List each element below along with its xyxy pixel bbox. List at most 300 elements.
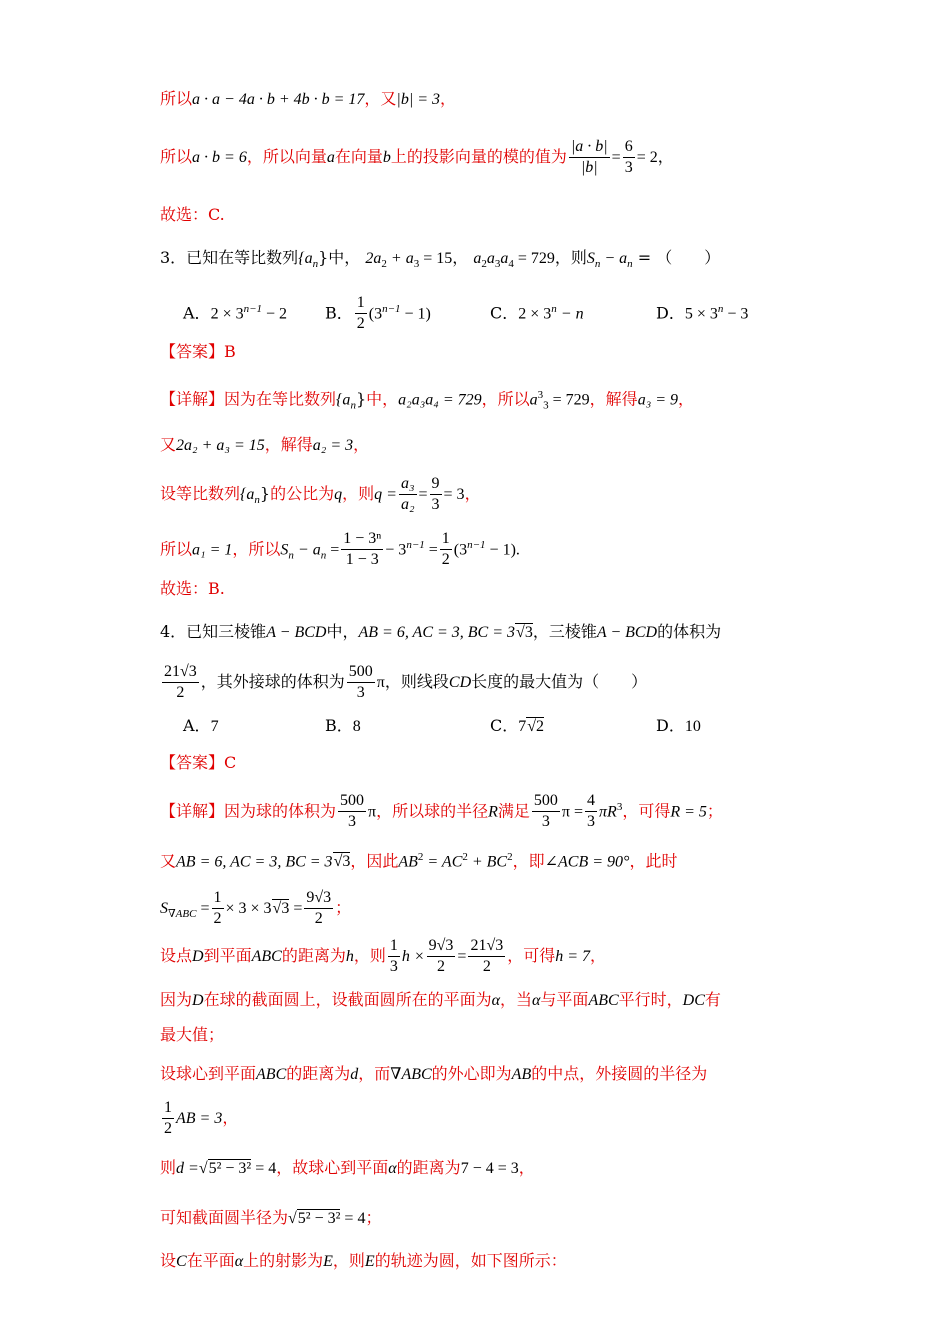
equation: a · b = 6: [192, 149, 247, 166]
radicand: 3: [188, 663, 197, 680]
eq: AB = 6, AC = 3, BC = 3: [176, 853, 333, 871]
denominator: 2: [441, 551, 450, 569]
text: 因为球的体积为: [224, 801, 337, 821]
eq: a₂ = 3: [312, 437, 354, 454]
sub: n: [594, 258, 601, 271]
eq: + a: [386, 250, 414, 267]
sup: n: [717, 303, 724, 315]
fraction: [388, 936, 400, 977]
numerator: 500: [347, 662, 375, 683]
eq: A − BCD: [266, 624, 327, 641]
eq: 2a₂ + a₃ = 15: [176, 437, 265, 454]
eq: A − BCD: [596, 624, 658, 641]
numerator: 9√3: [304, 888, 333, 909]
sup: 2: [462, 851, 468, 863]
fraction: [212, 888, 224, 929]
eq: − a: [293, 541, 321, 559]
conclusion-q3: [160, 578, 225, 600]
eq: C: [176, 1253, 187, 1270]
numerator: 1: [388, 936, 400, 957]
eq: AB = 3: [176, 1110, 223, 1127]
option-value: 8: [352, 718, 361, 735]
eq: D: [192, 948, 204, 965]
solution-line-2: [160, 133, 674, 182]
sqrt: √3: [516, 624, 533, 641]
detail-4e: [160, 989, 721, 1012]
text: 则: [160, 1158, 177, 1177]
text: 的轨迹为圆，如下图所示：: [374, 1251, 567, 1270]
text: ，而: [358, 1064, 391, 1083]
answer-3: [160, 341, 236, 363]
option-value: 10: [684, 718, 701, 735]
radicand: 3: [445, 937, 454, 954]
detail-4h: [160, 1096, 238, 1141]
sub: n: [350, 399, 356, 412]
fraction: [341, 529, 383, 570]
eq: D: [192, 992, 204, 1009]
detail-4d: [160, 934, 606, 979]
sub: 4: [508, 258, 514, 271]
numerator: 500: [338, 791, 366, 812]
text: 上的射影为: [243, 1251, 324, 1270]
text: ，可得: [622, 801, 671, 821]
denominator: 2: [482, 958, 491, 975]
numerator: 1 − 3ⁿ: [341, 529, 383, 550]
text: 在平面: [186, 1251, 235, 1270]
detail-4a: [160, 785, 723, 834]
eq: = 4: [340, 1210, 366, 1227]
text: 有: [704, 990, 721, 1009]
text: ，: [452, 248, 469, 267]
denominator: 2: [437, 958, 446, 975]
text: ，: [464, 484, 481, 503]
denominator: 3: [356, 684, 365, 701]
fraction: [569, 137, 610, 178]
sub: n: [627, 258, 633, 271]
text: 故选：C.: [160, 205, 225, 224]
text: 设等比数列: [160, 484, 241, 503]
eq: 2a: [365, 250, 382, 267]
sub: n: [254, 494, 260, 507]
text: 的距离为: [281, 946, 346, 965]
text: 的中点，外接圆的半径为: [531, 1064, 708, 1083]
eq: α: [532, 992, 541, 1009]
detail-3c: [160, 472, 481, 522]
text: 所以: [160, 539, 193, 559]
text: 到平面: [203, 946, 252, 965]
sub: 2: [481, 258, 487, 271]
detail-3a: [160, 384, 694, 417]
eq: = 4: [251, 1160, 277, 1177]
eq: S: [280, 541, 289, 559]
equation: = 2，: [636, 149, 674, 166]
eq: = 729: [513, 250, 555, 267]
eq: q =: [374, 486, 397, 503]
fraction: [355, 293, 367, 334]
text: 的距离为: [286, 1064, 351, 1083]
text: ，即: [512, 851, 545, 871]
eq: − 1).: [485, 541, 520, 559]
text: 设球心到平面: [160, 1064, 257, 1083]
option-d[interactable]: [656, 298, 748, 325]
detail-4k: [160, 1250, 567, 1273]
sup: 3: [616, 801, 623, 813]
text: ，: [518, 1158, 535, 1177]
numerator: 9: [430, 474, 442, 495]
text: ，三棱锥: [532, 622, 597, 641]
eq: α: [234, 1253, 244, 1270]
question-3: [160, 247, 720, 275]
eq: − n: [556, 305, 584, 323]
text: 在向量: [334, 147, 383, 166]
numerator: |a · b|: [569, 137, 610, 158]
option-label: C．: [490, 716, 519, 735]
text: 中，: [328, 248, 361, 267]
denominator: 3: [431, 496, 440, 513]
answer-tag: 【答案】: [160, 753, 225, 772]
fraction: [468, 936, 505, 977]
denominator: 2: [213, 910, 222, 927]
eq: a: [486, 250, 495, 267]
detail-4g: [160, 1063, 707, 1086]
numerator: 21√3: [162, 662, 199, 683]
text: 因为在等比数列: [224, 389, 337, 409]
text: ，: [353, 435, 370, 454]
eq: R = 5: [670, 803, 707, 821]
pi: π: [368, 803, 377, 821]
denominator: 3: [541, 813, 550, 831]
option-value: 7: [210, 718, 219, 735]
option-label: A．: [183, 716, 211, 735]
pi: π: [376, 674, 385, 691]
sup: 2: [507, 851, 513, 863]
eq: α: [491, 992, 500, 1009]
numerator: 1: [162, 1098, 174, 1119]
fraction: [430, 474, 442, 515]
conclusion-q2: [160, 204, 225, 226]
option-a[interactable]: [183, 715, 219, 738]
sup: n−1: [406, 539, 425, 551]
brace: }: [259, 484, 271, 503]
eq: ABC: [588, 992, 619, 1009]
option-c[interactable]: [490, 298, 584, 325]
sqrt: √2: [527, 718, 545, 735]
eq: − 3: [723, 305, 749, 323]
eq: ∠ACB = 90°: [544, 853, 630, 871]
denominator: a₂: [400, 496, 415, 513]
eq: h = 7: [555, 948, 591, 965]
subscript: n: [312, 258, 319, 271]
eq: ABC: [256, 1066, 287, 1083]
fraction: [347, 662, 375, 703]
text: 所以: [160, 89, 193, 108]
equals: =: [418, 486, 428, 503]
eq: = 15: [419, 250, 453, 267]
eq: ∇ABC: [390, 1066, 432, 1083]
eq: DC: [682, 992, 705, 1009]
eq: a: [500, 250, 509, 267]
text: 故选：B.: [160, 579, 225, 598]
denominator: |b|: [580, 159, 598, 176]
text: ，解得: [589, 389, 638, 409]
option-label: B．: [325, 716, 353, 735]
text: 设: [160, 1251, 177, 1270]
eq: E: [323, 1253, 333, 1270]
eq: πR: [599, 803, 617, 821]
sup: 2: [417, 851, 424, 863]
denominator: 2: [176, 684, 185, 701]
eq: − a: [600, 250, 628, 267]
num-int: 21: [470, 937, 487, 954]
fraction: [338, 791, 366, 832]
vector-a: a: [326, 149, 335, 166]
text: = （ ）: [632, 248, 721, 267]
text: 中，: [366, 389, 399, 409]
text: ，: [590, 946, 607, 965]
radicand: 3: [495, 937, 504, 954]
option-c[interactable]: [490, 715, 544, 738]
option-b[interactable]: [325, 715, 361, 738]
equals: =: [424, 541, 438, 559]
brace: }: [355, 389, 367, 409]
radicand: 5² − 3²: [208, 1160, 252, 1177]
question-4a: [160, 621, 721, 644]
fraction: [304, 888, 333, 929]
denominator: 2: [164, 1120, 172, 1137]
num-int: 21: [164, 663, 180, 680]
eq: AB = 6, AC = 3, BC = 3: [358, 624, 516, 641]
eq: CD: [448, 674, 472, 691]
text: 上的投影向量的模的值为: [390, 147, 567, 166]
eq: π =: [561, 803, 584, 821]
eq: h ×: [401, 948, 425, 965]
text: ，则: [554, 248, 587, 267]
fraction: [399, 474, 417, 515]
detail-4i: [160, 1157, 535, 1180]
text: 的距离为: [396, 1158, 461, 1177]
radicand: 3: [281, 900, 290, 917]
fraction: [162, 662, 199, 703]
eq: S: [586, 250, 595, 267]
text: ，又: [364, 89, 397, 108]
eq: − 2: [262, 305, 288, 323]
equals: =: [326, 541, 340, 559]
option-label: D．: [656, 716, 685, 735]
text: ；: [365, 1208, 382, 1227]
eq: ABC: [251, 948, 282, 965]
eq: 2 × 3: [518, 305, 552, 323]
text: ，: [222, 1108, 239, 1127]
eq: α: [388, 1160, 397, 1177]
option-label: A．: [183, 303, 211, 323]
equals: =: [457, 948, 467, 965]
numerator: 4: [585, 791, 597, 812]
text: ，则线段: [384, 672, 449, 691]
radicand: 3: [342, 853, 351, 871]
radicand: 2: [536, 718, 545, 735]
text: 中，: [326, 622, 359, 641]
eq: a₃ = 9: [637, 391, 679, 409]
sqrt: √3: [333, 853, 351, 871]
text: 与平面: [540, 990, 589, 1009]
numerator: 1: [355, 293, 367, 314]
equation: |b| = 3: [396, 91, 441, 108]
sub: 3: [543, 399, 549, 412]
answer-value: B: [224, 342, 236, 361]
sup: n: [551, 303, 557, 315]
text: ，则: [342, 484, 375, 503]
eq: d =: [176, 1160, 199, 1177]
detail-3b: [160, 434, 369, 457]
eq: 7 − 4 = 3: [460, 1160, 519, 1177]
text: ，则: [353, 946, 386, 965]
numerator: a₃: [399, 474, 417, 495]
eq: AB: [398, 853, 418, 871]
eq: (3: [368, 305, 383, 323]
equals: =: [611, 149, 621, 166]
detail-4b: [160, 846, 677, 873]
denominator: 2: [356, 315, 365, 333]
sequence: {a: [298, 250, 313, 267]
sub: n: [288, 549, 294, 562]
fraction: [440, 529, 452, 570]
num-int: 9: [306, 889, 315, 906]
text: 最大值；: [160, 1025, 225, 1044]
text: 3．已知在等比数列: [160, 248, 299, 267]
eq: q: [334, 486, 343, 503]
eq: a: [473, 250, 482, 267]
text: 的外心即为: [431, 1064, 512, 1083]
equals: =: [289, 900, 303, 917]
denominator: 3: [389, 958, 398, 975]
eq: S: [160, 900, 168, 917]
sub: 3: [413, 258, 420, 271]
eq: R: [488, 803, 498, 821]
sup: n−1: [382, 303, 401, 315]
sup: n−1: [467, 539, 486, 551]
text: ，所以向量: [246, 147, 327, 166]
sqrt: √5² − 3²: [288, 1210, 341, 1227]
vector-b: b: [382, 149, 391, 166]
text: ，则: [332, 1251, 365, 1270]
denominator: 2: [314, 910, 323, 927]
detail-4j: [160, 1207, 381, 1230]
text: 所以: [160, 147, 193, 166]
eq: a₂a₃a₄ = 729: [398, 391, 482, 409]
option-value: 7: [518, 718, 527, 735]
text: ，可得: [507, 946, 556, 965]
option-a[interactable]: [183, 298, 287, 325]
solution-line-1: [160, 88, 456, 111]
text: 又: [160, 435, 177, 454]
text: ，故球心到平面: [276, 1158, 389, 1177]
text: ，因此: [350, 851, 399, 871]
eq: d: [350, 1066, 359, 1083]
text: 的公比为: [270, 484, 335, 503]
text: 4．已知三棱锥: [160, 622, 267, 641]
sup: 3: [537, 389, 544, 401]
eq: + BC: [467, 853, 508, 871]
text: 可知截面圆半径为: [160, 1208, 289, 1227]
numerator: 21√3: [468, 936, 505, 957]
answer-4: [160, 752, 236, 774]
text: ，: [440, 89, 457, 108]
eq: − 3: [385, 541, 407, 559]
text: ，: [678, 389, 695, 409]
text: ；: [706, 801, 723, 821]
sqrt: √5² − 3²: [198, 1160, 252, 1177]
sub: 2: [381, 258, 387, 271]
equals: =: [196, 900, 210, 917]
text: ，所以: [232, 539, 281, 559]
radicand: 5² − 3²: [297, 1210, 341, 1227]
eq: = 729: [548, 391, 590, 409]
text: 因为: [160, 990, 193, 1009]
option-d[interactable]: [656, 715, 701, 738]
radicand: 3: [524, 624, 533, 641]
text: ；: [335, 898, 352, 917]
text: 长度的最大值为（ ）: [471, 672, 648, 691]
text: 设点: [160, 946, 193, 965]
fraction: [623, 137, 635, 178]
numerator: 500: [532, 791, 560, 812]
text: ，所以: [481, 389, 530, 409]
numerator: 9√3: [427, 936, 456, 957]
eq: a: [529, 391, 538, 409]
sup: n−1: [243, 303, 263, 315]
text: 满足: [497, 801, 530, 821]
detail-tag: 【详解】: [160, 801, 225, 821]
denominator: 3: [348, 813, 357, 831]
denominator: 3: [587, 813, 596, 831]
detail-3d: [160, 523, 520, 578]
eq: AB: [511, 1066, 532, 1083]
option-label: B．: [325, 303, 353, 323]
text: ，所以球的半径: [376, 801, 489, 821]
question-4b: [160, 660, 647, 705]
numerator: 1: [440, 529, 452, 550]
detail-4f: [160, 1024, 224, 1046]
eq: 5 × 3: [684, 305, 718, 323]
sub: n: [320, 549, 327, 562]
option-label: C．: [490, 303, 519, 323]
sub: 3: [494, 258, 501, 271]
eq: = 3: [443, 486, 465, 503]
text: ，其外接球的体积为: [200, 672, 345, 691]
text: 在球的截面圆上，设截面圆所在的平面为: [203, 990, 492, 1009]
denominator: 1 − 3: [345, 551, 379, 569]
fraction: [427, 936, 456, 977]
answer-tag: 【答案】: [160, 342, 225, 361]
eq: − 1): [400, 305, 431, 323]
option-b[interactable]: [325, 288, 431, 335]
eq: (3: [453, 541, 468, 559]
fraction: [585, 791, 597, 832]
eq: 2 × 3: [210, 305, 244, 323]
sequence: {a: [336, 391, 351, 409]
eq: = AC: [423, 853, 463, 871]
text: 又: [160, 851, 177, 871]
text: ，此时: [629, 851, 678, 871]
text: ，当: [500, 990, 533, 1009]
radicand: 3: [323, 889, 332, 906]
sqrt: √3: [272, 900, 290, 917]
denominator: 3: [624, 159, 633, 176]
text: 的体积为: [657, 622, 722, 641]
detail-4c: [160, 886, 351, 936]
eq: E: [364, 1253, 375, 1270]
sub: ∇ABC: [168, 908, 197, 921]
